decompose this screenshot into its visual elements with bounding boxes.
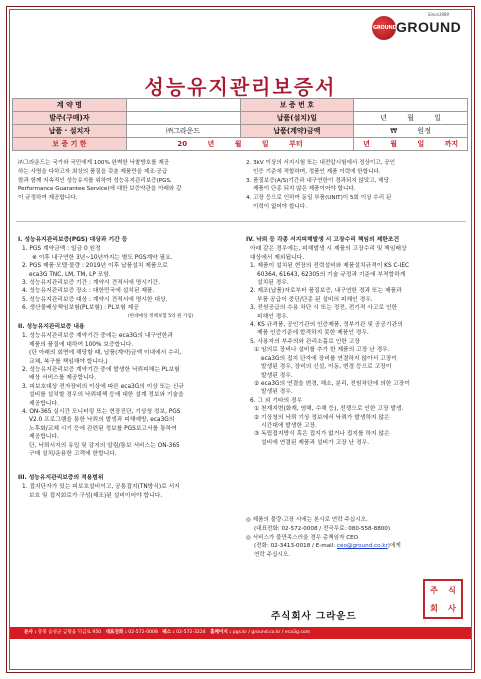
ceo-email-link[interactable]: ceo@ground.co.kr [336, 543, 388, 550]
footer-bar: 본사 : 충북 음성군 금왕읍 덕금로 950 대표전화 : 02-572-0008 팩스 : 02-572-3224 홈페이지 : pgs.kr / ground.co.kr / eca3g.com [10, 627, 471, 639]
section-1: I. 성능유지관리보증(PGS) 대상과 기간 등 1. PGS 계약금액 : 일금 0 원정 ※ 이후 내구연한 3년~10년까지는 별도 PGS계약 필요. 2. PGS 제품·모델·물량 : 2019년 이후 납품설치 제품으로 eca3G TNC, LM, TM, LP 포함. 3. 성능유지관리보증 기간 : 계약시 견적서에 명시기간. 4. 성능유지관리보증 장소 : 대한민국에 설치된 제품. 5. 성능유지관리보증 대상 : 계약시 견적서에 명시한 대상. 6. 생산물배상책임보험(PL보험) : PL보험 제공 (한대애상 정책보험 5억 원 가입) [18, 237, 194, 319]
section-4: IV. 낙뢰 등 각종 서지피해발생 시 고장수리 책임의 제한조건 아래 같은 경우에는, 피해발생 시 제품의 고장수리 및 책임배상 대상에서 제외됩니다. 1. 제품이 설치된 현장의 전력설비와 제품설치규격이 KS C-IEC 60364, 61643, 62305의 기술 규정과 기준에 부적합하게 설치된 경우. 2. 제조(납품)자로부터 품질보증, 내구연한 경과 또는 제품과 부품 공급이 중단/단종 된 설비의 피해인 경우. 3. 전원공급의 수용 차단 시 또는 정전, 전기적 사고로 인한 피해인 경우. 4. KS 규격품, 공인기관의 인증제품, 정부기관 및 공공기관의 제품 인증기준에 합격하지 못한 제품인 경우. 5. 사용자의 부주의와 관리소홀로 인한 고장 ① 임의로 장비나 설비를 추가 한 제품의 고장 난 경우. eca3G의 접지 단자에 장비를 연결하지 않아서 고장이 발생된 경우, 장비의 신설, 이동, 변경 등으로 고장이 발생된 경우. ② eca3G의 연결을 변경, 해소, 분리, 전원차단에 의한 고장이 발생된 경우. 6. 그 외 기타의 경우 ① 천재지변(화재, 염해, 수해 등), 전쟁으로 인한 고장 발생. ② 기상청의 낙뢰 기상 정보에서 낙뢰가 발생하지 않은 시간대에 발생한 고장. ③ 독립접지방식 혹은 접지가 없거나 접지를 하지 않은 설비에 연결된 제품과 설비가 고장 난 경우. [246, 237, 410, 446]
guarantee-number-value [354, 99, 468, 112]
contract-amount-label: 납품(계약)금액 [240, 125, 354, 138]
purchaser-label: 발주(구매)자 [13, 112, 127, 125]
section-divider [16, 221, 466, 222]
purchaser-value [126, 112, 240, 125]
table-row [13, 112, 468, 125]
company-name: 주식회사 그라운드 [271, 611, 357, 622]
document-title: 성능유지관리보증서 [144, 75, 337, 99]
contract-name-value [126, 99, 240, 112]
logo-ball-icon: GROUND [372, 16, 396, 40]
warranty-period-label: 보 증 기 한 [13, 138, 127, 151]
installer-value: ㈜그라운드 [126, 125, 240, 138]
section-1-heading: I. 성능유지관리보증(PGS) 대상과 기간 등 [18, 237, 128, 243]
table-row [13, 99, 468, 112]
section-2: II. 성능유지관리보증 내용 1. 성능유지관리보증 계약기간 중에는 eca3G의 내구연한과 제품의 품질에 대하여 100% 보증합니다. (단 아래의 회면에 해당할 때, 납품(계약)금액 이내에서 수리, 교체, 복구를 책임해야 합니다.) 2. 성능유지관리보증 계약기간 중에 발생한 낙뢰피해는 PL보험 배상 서비스를 제공합니다. 3. 피보호대상 전자장비의 이상에 따른 eca3G의 이상 또는 신규 설비를 설치할 경우의 낙뢰대책 등에 대한 설계 정보와 기술을 제공합니다. 4. ON-365 실시간 모니터링 또는 현장진단, 기상청 정보, PGS V2.0 프로그램을 통한 낙뢰의 발생과 피해예방, eca3G의 노후화/교체 시기 등에 관련된 정보를 PGS보고서를 통하여 제공합니다. 단, 낙뢰서지의 유입 및 감지의 알림/통보 서비스는 ON-365 구매 설치/운용한 고객에 한합니다. [18, 324, 184, 458]
warranty-to: 년 월 일 까지 [354, 138, 468, 151]
ground-logo [372, 12, 468, 42]
section-3-heading: III. 성능유지관리보증의 적용범위 [18, 475, 104, 481]
logo-wordmark: GROUND [396, 19, 462, 35]
install-date-label: 납품(설치)일 [240, 112, 354, 125]
warranty-from: 20 년 월 일 부터 [126, 138, 354, 151]
section-2-heading: II. 성능유지관리보증 내용 [18, 324, 85, 330]
contact-info: ◎ 제품의 불량·고장 시에는 본사로 연락 주십시오. (대표전화: 02-572-0008 / 전국무료: 080-558-8800) ◎ 서비스가 불만족스러울 경우 총책임자 CEO (전화: 02-3413-0018 / E-mail: ceo@ground.co.kr)에게 연락 주십시오. [246, 517, 401, 559]
intro-left-paragraph: ㈜그라운드는 국가와 국민에게 100% 완벽한 낙찰방호를 제공 하는 사명을 다하고자 최상의 품질을 갖춘 제품만을 제조·공급 함과 함께 지속적인 성능유지를 위하여 성능유지관리보증(PGS, Performance Guarantee Service)에 대한 보증약관을 아래와 같 이 규정하여 제공합니다. [18, 160, 182, 202]
intro-right-paragraph: 2. 3kV 이상의 서지시험 또는 내전압시험에서 정상이고, 공인 인증 기준에 적합하며, 정품인 제품 이력에 한합니다. 3. 품질보증(A/S)기간과 내구연한이 경과되지 않았고, 해당 제품이 단종 되지 않은 제품이어야 합니다. 4. 고장 등으로 인하여 동일 부품(UNIT)이 5회 이상 수리 된 이력이 없어야 합니다. [246, 160, 396, 210]
logo-since: Since1989 [428, 12, 450, 17]
contract-name-label: 계 약 명 [13, 99, 127, 112]
table-row [13, 138, 468, 151]
contract-info-table [12, 98, 468, 151]
company-seal-stamp: 주 식 회 사 [423, 579, 463, 619]
contract-amount-value: ₩ 원정 [354, 125, 468, 138]
section-3: III. 성능유지관리보증의 적용범위 1. 접지단자가 있는 피보호설비이고, 공통접지(TN방식)로 서지 보호 및 접지회로가 구성(제조)된 설비이어야 합니다. [18, 475, 180, 499]
table-row [13, 125, 468, 138]
section-4-heading: IV. 낙뢰 등 각종 서지피해발생 시 고장수리 책임의 제한조건 [246, 237, 400, 243]
install-date-value: 년 월 일 [354, 112, 468, 125]
installer-label: 납품 · 설치자 [13, 125, 127, 138]
guarantee-number-label: 보 증 번 호 [240, 99, 354, 112]
